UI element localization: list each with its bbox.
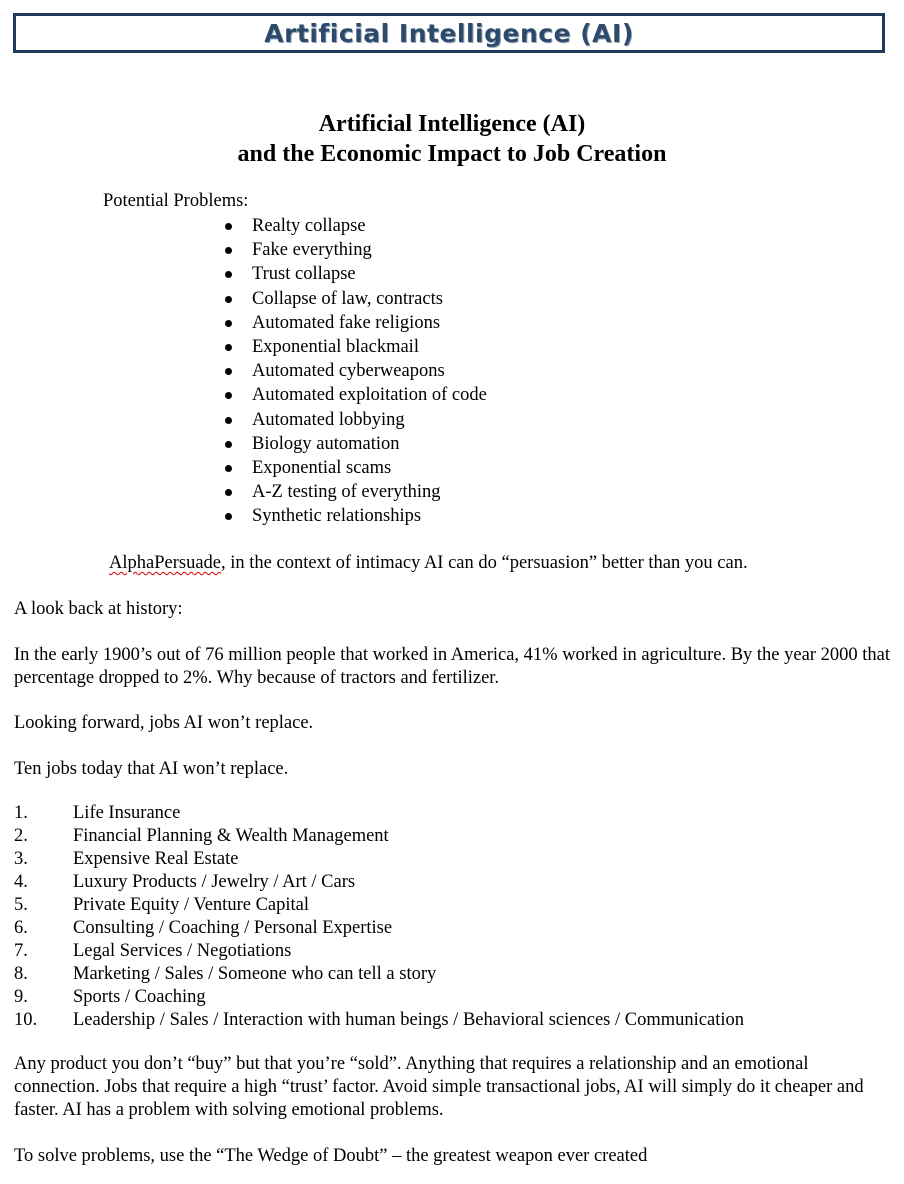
list-item: 4. Luxury Products / Jewelry / Art / Cars [14, 872, 356, 892]
list-item: Synthetic relationships [222, 504, 487, 528]
alpha-persuade-line: AlphaPersuade, in the context of intimacy AI can do “persuasion” better than you can. [109, 553, 748, 573]
document-title-line-2: and the Economic Impact to Job Creation [237, 141, 667, 167]
list-item: Automated lobbying [222, 408, 487, 432]
jobs-list [14, 802, 744, 1032]
list-item: 9. Sports / Coaching [14, 987, 206, 1007]
forward-line: Looking forward, jobs AI won’t replace. [14, 713, 314, 733]
wedge-line: To solve problems, use the “The Wedge of Doubt” – the greatest weapon ever created [14, 1146, 648, 1166]
problems-list [222, 214, 487, 528]
bullet-icon [225, 392, 232, 399]
list-item: Automated cyberweapons [222, 359, 487, 383]
list-item: 1. Life Insurance [14, 803, 181, 823]
history-paragraph: In the early 1900’s out of 76 million people that worked in America, 41% worked in agriculture. By the year 2000 that percentage dropped to 2%. Why because of tractors and fertilizer. [14, 645, 890, 688]
problems-heading: Potential Problems: [103, 191, 249, 211]
list-item: Fake everything [222, 238, 487, 262]
bullet-icon [225, 465, 232, 472]
bullet-icon [225, 368, 232, 375]
bullet-icon [225, 513, 232, 520]
bullet-icon [225, 271, 232, 278]
closing-paragraph: Any product you don’t “buy” but that you’re “sold”. Anything that requires a relationship and an emotional connection. Jobs that require a high “trust’ factor. Avoid simple transactional jobs, AI will simply do it cheaper and faster. AI has a problem with solving emotional problems. [14, 1054, 864, 1120]
list-item: A-Z testing of everything [222, 480, 487, 504]
list-item: Exponential scams [222, 456, 487, 480]
list-item: 8. Marketing / Sales / Someone who can tell a story [14, 964, 437, 984]
bullet-icon [225, 223, 232, 230]
bullet-icon [225, 489, 232, 496]
spellcheck-word: AlphaPersuade [109, 553, 221, 573]
list-item: 2. Financial Planning & Wealth Management [14, 826, 389, 846]
bullet-icon [225, 344, 232, 351]
list-item: Biology automation [222, 432, 487, 456]
list-item: Trust collapse [222, 262, 487, 286]
bullet-icon [225, 441, 232, 448]
bullet-icon [225, 296, 232, 303]
bullet-icon [225, 320, 232, 327]
list-item: 6. Consulting / Coaching / Personal Expertise [14, 918, 393, 938]
ten-jobs-heading: Ten jobs today that AI won’t replace. [14, 759, 289, 779]
banner-title: Artificial Intelligence (AI) [264, 18, 634, 48]
list-item: Automated fake religions [222, 311, 487, 335]
list-item: 3. Expensive Real Estate [14, 849, 239, 869]
history-heading: A look back at history: [14, 599, 183, 619]
bullet-icon [225, 247, 232, 254]
list-item: Collapse of law, contracts [222, 287, 487, 311]
list-item: Automated exploitation of code [222, 383, 487, 407]
list-item: Exponential blackmail [222, 335, 487, 359]
list-item: 5. Private Equity / Venture Capital [14, 895, 310, 915]
list-item: Realty collapse [222, 214, 487, 238]
header-banner [13, 13, 885, 53]
list-item: 10. Leadership / Sales / Interaction with human beings / Behavioral sciences / Communication [14, 1010, 744, 1030]
document-title-line-1: Artificial Intelligence (AI) [318, 111, 586, 137]
list-item: 7. Legal Services / Negotiations [14, 941, 292, 961]
bullet-icon [225, 417, 232, 424]
